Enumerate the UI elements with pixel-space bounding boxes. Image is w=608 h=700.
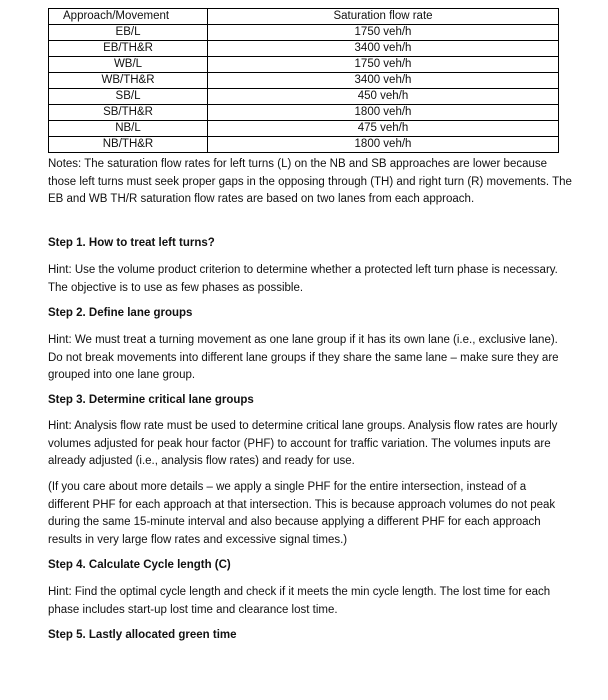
flow-rate-cell: 1750 veh/h: [208, 57, 559, 73]
table-row: [49, 105, 559, 121]
movement-cell: EB/L: [49, 25, 208, 41]
step1-hint: Hint: Use the volume product criterion to determine whether a protected left turn phase is necessary. The objective is to use as few phases as possible.: [48, 264, 558, 294]
step2-hint: Hint: We must treat a turning movement as one lane group if it has its own lane (i.e., exclusive lane). Do not break movements into different lane groups if they share the same lane – make sure they are grouped into one lane group.: [48, 334, 559, 381]
step3-hint: Hint: Analysis flow rate must be used to determine critical lane groups. Analysis flow rates are hourly volumes adjusted for peak hour factor (PHF) to account for traffic variation. The volumes inputs are already adjusted (i.e., analysis flow rates) and ready for use.: [48, 420, 558, 467]
flow-rate-cell: 3400 veh/h: [208, 41, 559, 57]
step3-title: Step 3. Determine critical lane groups: [48, 394, 254, 406]
step4-hint: Hint: Find the optimal cycle length and check if it meets the min cycle length. The lost time for each phase includes start-up lost time and clearance lost time.: [48, 586, 551, 616]
step3-details: (If you care about more details – we apply a single PHF for the entire intersection, instead of a different PHF for each approach at that intersection. This is because approach volumes do not peak during the same 15-minute interval and also because applying a different PHF for each approach results in very large flow rates and excessive signal times.): [48, 481, 556, 546]
header-saturation-flow-rate: Saturation flow rate: [208, 9, 559, 25]
table-row: [49, 121, 559, 137]
step1-title: Step 1. How to treat left turns?: [48, 237, 215, 249]
movement-cell: WB/TH&R: [49, 73, 208, 89]
flow-rate-cell: 3400 veh/h: [208, 73, 559, 89]
table-row: [49, 57, 559, 73]
movement-cell: EB/TH&R: [49, 41, 208, 57]
table-row: [49, 89, 559, 105]
notes-paragraph: Notes: The saturation flow rates for left turns (L) on the NB and SB approaches are lower because those left turns must seek proper gaps in the opposing through (TH) and right turn (R) movements. The EB and WB TH/R saturation flow rates are based on two lanes from each approach.: [48, 158, 572, 205]
movement-cell: NB/L: [49, 121, 208, 137]
table-header-row: [49, 9, 559, 25]
saturation-flow-table: [48, 8, 559, 153]
movement-cell: SB/L: [49, 89, 208, 105]
movement-cell: SB/TH&R: [49, 105, 208, 121]
movement-cell: NB/TH&R: [49, 137, 208, 153]
movement-cell: WB/L: [49, 57, 208, 73]
table-row: [49, 25, 559, 41]
flow-rate-cell: 1750 veh/h: [208, 25, 559, 41]
flow-rate-cell: 1800 veh/h: [208, 137, 559, 153]
flow-rate-cell: 1800 veh/h: [208, 105, 559, 121]
step5-title: Step 5. Lastly allocated green time: [48, 629, 237, 641]
header-approach-movement: Approach/Movement: [49, 9, 208, 25]
table-row: [49, 137, 559, 153]
flow-rate-cell: 450 veh/h: [208, 89, 559, 105]
flow-rate-cell: 475 veh/h: [208, 121, 559, 137]
table-row: [49, 41, 559, 57]
step2-title: Step 2. Define lane groups: [48, 307, 193, 319]
step4-title: Step 4. Calculate Cycle length (C): [48, 559, 231, 571]
table-row: [49, 73, 559, 89]
